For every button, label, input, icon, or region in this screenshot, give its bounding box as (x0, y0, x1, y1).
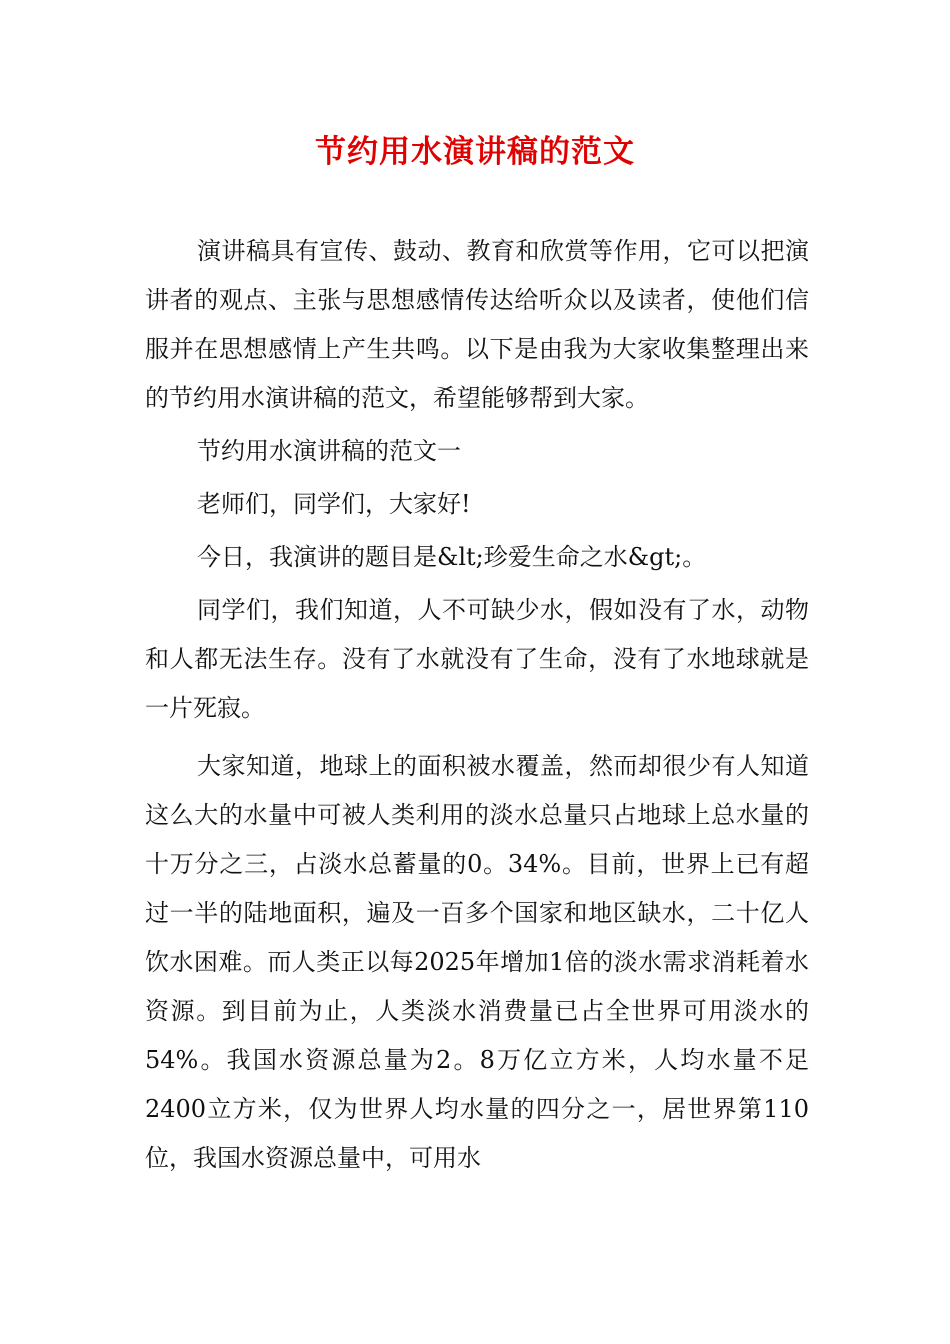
section-heading: 节约用水演讲稿的范文一 (197, 437, 461, 465)
intro-paragraph: 演讲稿具有宣传、鼓动、教育和欣赏等作用，它可以把演讲者的观点、主张与思想感情传达给听众以及读者，使他们信服并在思想感情上产生共鸣。以下是由我为大家收集整理出来的节约用水演讲稿的范文，希望能够帮到大家。 (145, 237, 809, 412)
greeting-paragraph: 老师们，同学们，大家好! (197, 490, 471, 518)
body-paragraph: 大家知道，地球上的面积被水覆盖，然而却很少有人知道这么大的水量中可被人类利用的淡水总量只占地球上总水量的十万分之三，占淡水总蓄量的0。34%。目前，世界上已有超过一半的陆地面积，遍及一百多个国家和地区缺水，二十亿人饮水困难。而人类正以每2025年增加1倍的淡水需求消耗着水资源。到目前为止，人类淡水消费量已占全世界可用淡水的54%。我国水资源总量为2。8万亿立方米，人均水量不足2400立方米，仅为世界人均水量的四分之一，居世界第110 位，我国水资源总量中，可用水 (145, 752, 809, 1172)
topic-paragraph: 今日，我演讲的题目是&lt;珍爱生命之水&gt;。 (197, 543, 707, 571)
document-body (145, 227, 809, 1183)
document-title: 节约用水演讲稿的范文 (315, 134, 635, 170)
body-paragraph: 同学们，我们知道，人不可缺少水，假如没有了水，动物和人都无法生存。没有了水就没有了生命，没有了水地球就是一片死寂。 (145, 596, 809, 722)
